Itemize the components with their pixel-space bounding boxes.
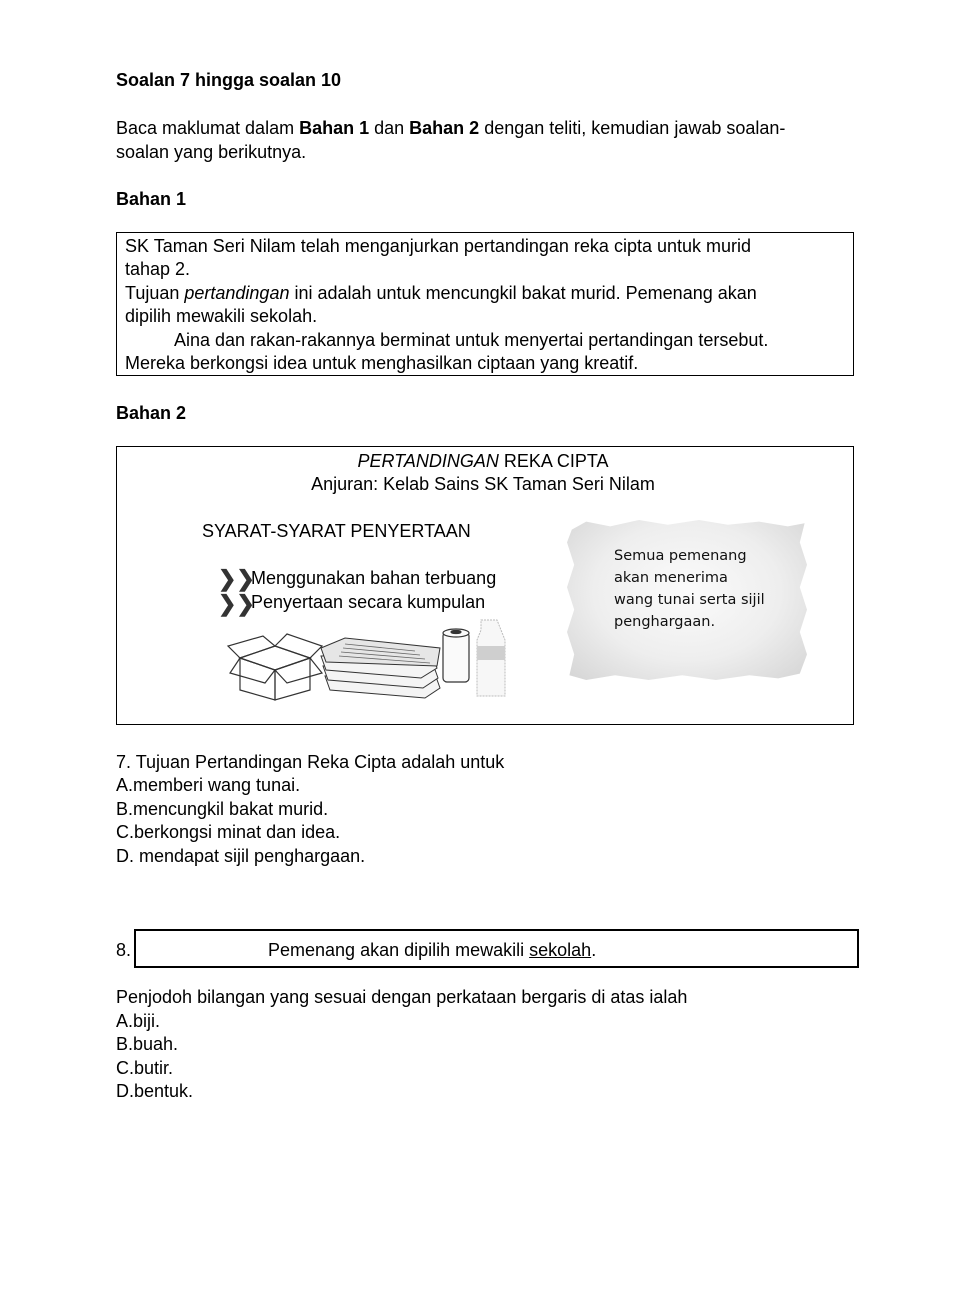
q8-number: 8. xyxy=(116,940,132,960)
q7-option-b[interactable]: B.mencungkil bakat murid. xyxy=(116,799,329,819)
bahan1-line: SK Taman Seri Nilam telah menganjurkan pertandingan reka cipta untuk murid xyxy=(125,236,752,256)
newspaper-stack-icon xyxy=(321,638,440,698)
condition-item: Menggunakan bahan terbuang xyxy=(251,568,497,588)
bahan1-text: ini adalah untuk mencungkil bakat murid. Pemenang akan xyxy=(289,283,757,303)
cardboard-box-icon xyxy=(228,634,322,700)
plastic-bottle-icon xyxy=(477,620,505,696)
bahan2-heading: Bahan 2 xyxy=(116,403,187,423)
q8-option-d[interactable]: D.bentuk. xyxy=(116,1081,194,1101)
bahan1-italic-word: pertandingan xyxy=(184,283,290,303)
poster-title-italic: PERTANDINGAN xyxy=(357,451,499,471)
prize-line: penghargaan. xyxy=(614,614,716,630)
q7-option-c[interactable]: C.berkongsi minat dan idea. xyxy=(116,822,341,842)
bahan1-line: dipilih mewakili sekolah. xyxy=(125,306,318,326)
q7-option-d[interactable]: D. mendapat sijil penghargaan. xyxy=(116,846,366,866)
chevron-right-icon: ❯❯ xyxy=(218,566,255,591)
poster-organizer: Anjuran: Kelab Sains SK Taman Seri Nilam xyxy=(311,474,655,494)
instruction-text: dengan teliti, kemudian jawab soalan- xyxy=(479,118,786,138)
q8-option-c[interactable]: C.butir. xyxy=(116,1058,174,1078)
bahan1-heading: Bahan 1 xyxy=(116,189,187,209)
bahan1-line: Mereka berkongsi idea untuk menghasilkan ciptaan yang kreatif. xyxy=(125,353,639,373)
instruction-text: dan xyxy=(369,118,410,138)
recyclables-illustration xyxy=(225,618,515,704)
instruction-text: Baca maklumat dalam xyxy=(116,118,300,138)
section-title: Soalan 7 hingga soalan 10 xyxy=(116,70,342,90)
bahan1-line: Aina dan rakan-rakannya berminat untuk menyertai pertandingan tersebut. xyxy=(174,330,769,350)
bahan1-text: Tujuan xyxy=(125,283,185,303)
instruction-line-1 xyxy=(116,117,785,140)
q8-option-b[interactable]: B.buah. xyxy=(116,1034,179,1054)
q8-sentence-text: . xyxy=(591,940,597,960)
bahan1-line xyxy=(125,282,757,305)
q8-sentence xyxy=(268,939,596,962)
bahan1-line: tahap 2. xyxy=(125,259,191,279)
prize-line: Semua pemenang xyxy=(614,548,747,564)
chevron-right-icon: ❯❯ xyxy=(218,591,255,616)
q7-stem: 7. Tujuan Pertandingan Reka Cipta adalah untuk xyxy=(116,752,505,772)
condition-item: Penyertaan secara kumpulan xyxy=(251,592,486,612)
q7-option-a[interactable]: A.memberi wang tunai. xyxy=(116,775,301,795)
prize-note xyxy=(614,545,765,633)
q8-stem: Penjodoh bilangan yang sesuai dengan perkataan bergaris di atas ialah xyxy=(116,987,688,1007)
instruction-bahan2: Bahan 2 xyxy=(409,118,480,138)
q8-sentence-text: Pemenang akan dipilih mewakili xyxy=(268,940,530,960)
instruction-bahan1: Bahan 1 xyxy=(299,118,370,138)
prize-line: akan menerima xyxy=(614,570,728,586)
q8-underlined-word: sekolah xyxy=(529,940,592,960)
instruction-line-2: soalan yang berikutnya. xyxy=(116,142,307,162)
poster-title xyxy=(0,450,966,473)
prize-line: wang tunai serta sijil xyxy=(614,592,765,608)
poster-title-rest: REKA CIPTA xyxy=(498,451,609,471)
soda-can-icon xyxy=(443,629,469,682)
q8-option-a[interactable]: A.biji. xyxy=(116,1011,161,1031)
conditions-heading: SYARAT-SYARAT PENYERTAAN xyxy=(202,521,471,541)
